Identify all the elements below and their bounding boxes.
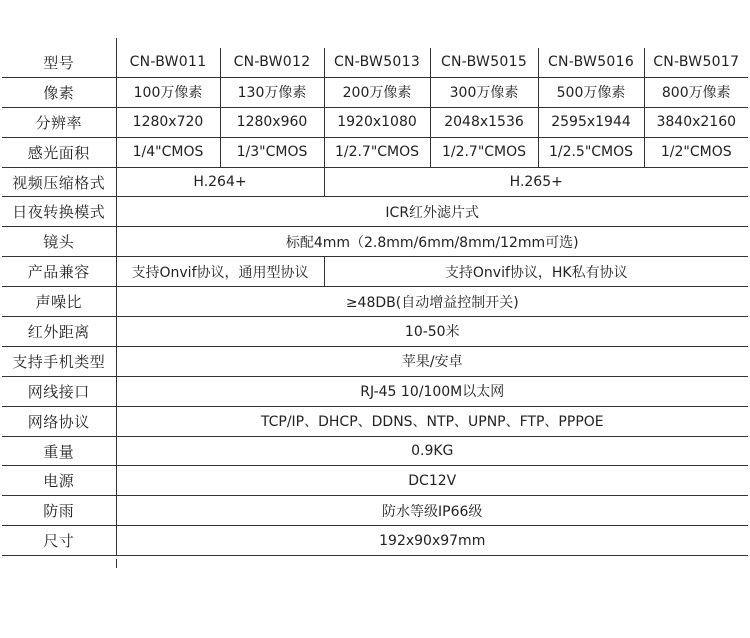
model-cell: CN-BW5017 [644,48,748,77]
model-cell: CN-BW5015 [430,48,538,77]
resolution-cell: 2595x1944 [538,107,644,137]
label-resolution: 分辨率 [2,107,116,137]
row-lens [2,227,748,257]
model-cell: CN-BW5016 [538,48,644,77]
resolution-cell: 2048x1536 [430,107,538,137]
protocol-value: TCP/IP、DHCP、DDNS、NTP、UPNP、FTP、PPPOE [116,406,748,436]
lens-value: 标配4mm（2.8mm/6mm/8mm/12mm可选) [116,227,748,257]
pixels-cell: 500万像素 [538,77,644,107]
resolution-cell: 1920x1080 [324,107,430,137]
label-sensor: 感光面积 [2,137,116,167]
row-weight [2,436,748,466]
column-divider-bottom [116,559,117,568]
model-cell: CN-BW011 [116,48,220,77]
weight-value: 0.9KG [116,436,748,466]
sensor-cell: 1/3"CMOS [220,137,324,167]
ir-value: 10-50米 [116,317,748,347]
row-power [2,466,748,496]
phone-value: 苹果/安卓 [116,346,748,376]
model-cell: CN-BW5013 [324,48,430,77]
sensor-cell: 1/2.5"CMOS [538,137,644,167]
row-compat [2,257,748,287]
row-protocol [2,406,748,436]
pixels-cell: 130万像素 [220,77,324,107]
size-value: 192x90x97mm [116,526,748,556]
label-pixels: 像素 [2,77,116,107]
pixels-cell: 100万像素 [116,77,220,107]
row-sensor [2,137,748,167]
daynight-value: ICR红外滤片式 [116,197,748,227]
label-weight: 重量 [2,436,116,466]
power-value: DC12V [116,466,748,496]
network-value: RJ-45 10/100M以太网 [116,376,748,406]
rain-value: 防水等级IP66级 [116,496,748,526]
label-protocol: 网络协议 [2,406,116,436]
label-phone: 支持手机类型 [2,346,116,376]
label-compat: 产品兼容 [2,257,116,287]
label-model: 型号 [2,48,116,77]
label-rain: 防雨 [2,496,116,526]
column-divider-top [116,38,117,48]
sensor-cell: 1/4"CMOS [116,137,220,167]
compat-hk: 支持Onvif协议，HK私有协议 [324,257,748,287]
row-network [2,376,748,406]
model-cell: CN-BW012 [220,48,324,77]
label-size: 尺寸 [2,526,116,556]
row-rain [2,496,748,526]
sensor-cell: 1/2"CMOS [644,137,748,167]
resolution-cell: 1280x960 [220,107,324,137]
label-snr: 声噪比 [2,287,116,317]
label-lens: 镜头 [2,227,116,257]
row-pixels [2,77,748,107]
pixels-cell: 200万像素 [324,77,430,107]
compat-generic: 支持Onvif协议，通用型协议 [116,257,324,287]
compression-h265: H.265+ [324,167,748,197]
label-compression: 视频压缩格式 [2,167,116,197]
sensor-cell: 1/2.7"CMOS [324,137,430,167]
snr-value: ≥48DB(自动增益控制开关) [116,287,748,317]
row-daynight [2,197,748,227]
row-model [2,48,748,77]
label-daynight: 日夜转换模式 [2,197,116,227]
row-size [2,526,748,556]
row-resolution [2,107,748,137]
pixels-cell: 800万像素 [644,77,748,107]
label-power: 电源 [2,466,116,496]
compression-h264: H.264+ [116,167,324,197]
spec-table [2,48,748,556]
row-ir [2,317,748,347]
row-compression [2,167,748,197]
label-network: 网线接口 [2,376,116,406]
label-ir: 红外距离 [2,317,116,347]
row-phone [2,346,748,376]
pixels-cell: 300万像素 [430,77,538,107]
resolution-cell: 3840x2160 [644,107,748,137]
row-snr [2,287,748,317]
resolution-cell: 1280x720 [116,107,220,137]
sensor-cell: 1/2.7"CMOS [430,137,538,167]
